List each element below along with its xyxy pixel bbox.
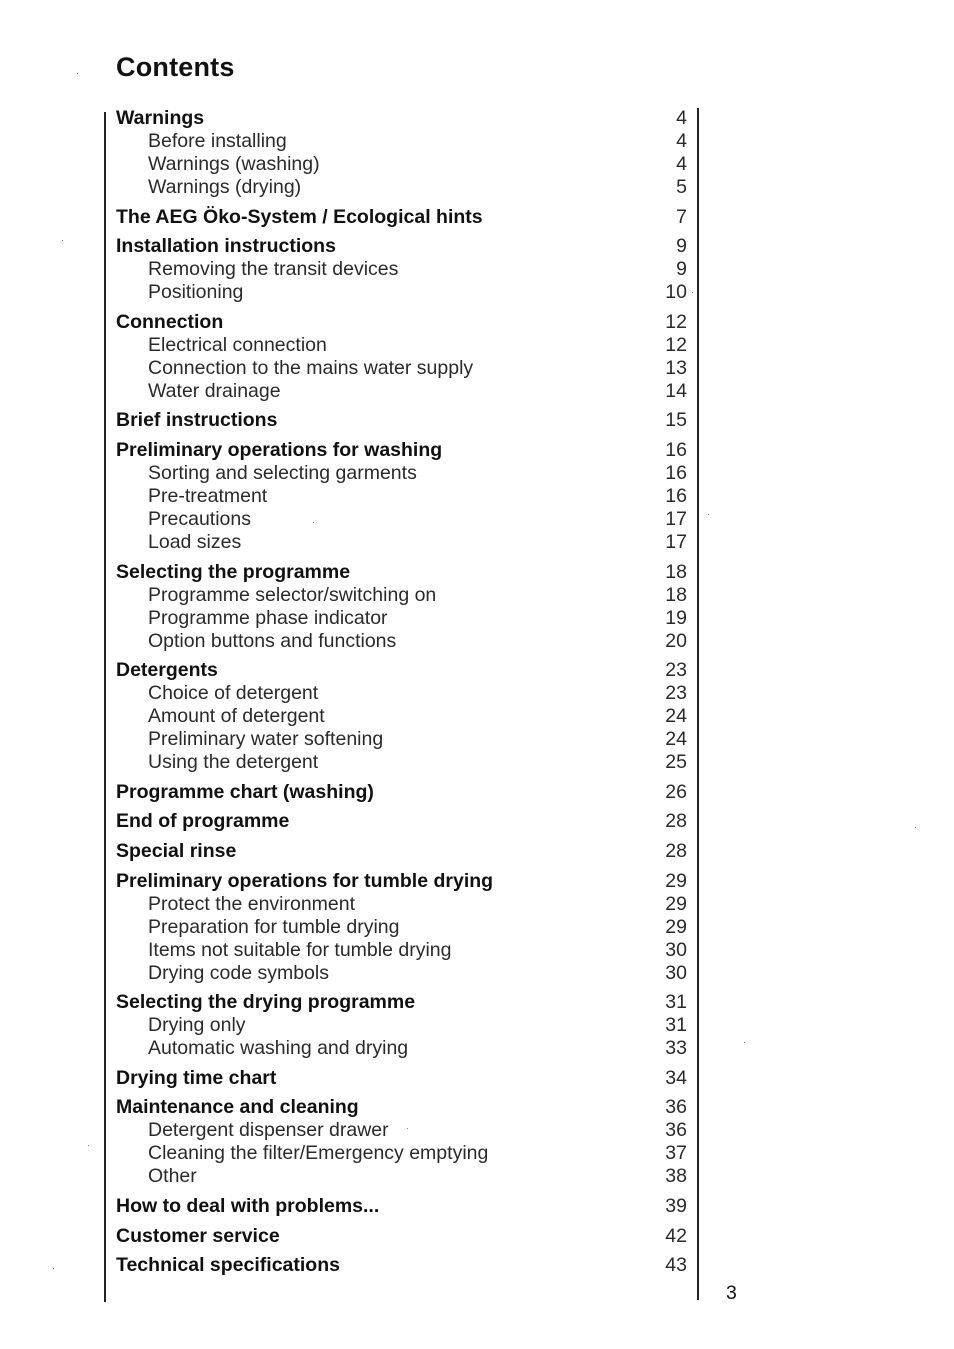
toc-entry <box>116 960 690 983</box>
toc-section-heading <box>116 407 690 430</box>
section-title: Installation instructions <box>116 235 336 258</box>
section-title: How to deal with problems... <box>116 1194 380 1217</box>
entry-page-number: 36 <box>665 1119 687 1142</box>
toc-entry <box>116 174 690 197</box>
entry-page-number: 19 <box>665 606 687 629</box>
toc-entry <box>116 749 690 772</box>
entry-title: Programme phase indicator <box>148 606 388 629</box>
toc-section-heading <box>116 105 690 128</box>
section-page-number: 28 <box>665 810 687 833</box>
entry-title: Automatic washing and drying <box>148 1037 409 1060</box>
section-page-number: 26 <box>665 780 687 803</box>
toc-entry <box>116 460 690 483</box>
toc-section-heading <box>116 838 690 861</box>
entry-title: Option buttons and functions <box>148 629 397 652</box>
toc-section-heading <box>116 1094 690 1117</box>
section-page-number: 43 <box>665 1254 687 1277</box>
entry-page-number: 33 <box>665 1037 687 1060</box>
entry-page-number: 10 <box>665 281 687 304</box>
toc-section-heading <box>116 559 690 582</box>
scan-speck <box>313 522 314 523</box>
scan-speck <box>53 1268 54 1269</box>
entry-page-number: 4 <box>676 130 687 152</box>
entry-page-number: 17 <box>665 507 687 530</box>
entry-title: Preparation for tumble drying <box>148 915 400 938</box>
toc-entry <box>116 605 690 628</box>
scan-speck <box>88 1145 89 1146</box>
entry-title: Programme selector/switching on <box>148 583 437 606</box>
toc-section-heading <box>116 309 690 332</box>
toc-entry <box>116 1117 690 1140</box>
entry-page-number: 4 <box>676 153 687 175</box>
toc-section-heading <box>116 657 690 680</box>
entry-page-number: 18 <box>665 583 687 606</box>
section-title: Special rinse <box>116 839 237 862</box>
entry-page-number: 37 <box>665 1142 687 1165</box>
toc-entry <box>116 378 690 401</box>
entry-page-number: 23 <box>665 682 687 705</box>
entry-page-number: 30 <box>665 938 687 961</box>
entry-title: Sorting and selecting garments <box>148 461 417 484</box>
section-title: Programme chart (washing) <box>116 780 374 803</box>
toc-entry <box>116 256 690 279</box>
toc-entry <box>116 726 690 749</box>
section-page-number: 16 <box>665 438 687 461</box>
toc-entry <box>116 151 690 174</box>
entry-title: Other <box>148 1165 197 1188</box>
page-number: 3 <box>726 1282 737 1304</box>
section-page-number: 31 <box>665 991 687 1014</box>
entry-page-number: 20 <box>665 629 687 652</box>
entry-title: Before installing <box>148 130 287 152</box>
entry-title: Drying code symbols <box>148 961 329 984</box>
toc-section-heading <box>116 437 690 460</box>
page-title: Contents <box>116 52 235 82</box>
scan-speck <box>915 827 916 828</box>
scan-speck <box>62 240 63 241</box>
section-title: Connection <box>116 310 224 333</box>
toc-entry <box>116 506 690 529</box>
entry-page-number: 29 <box>665 892 687 915</box>
toc-section-heading <box>116 1193 690 1216</box>
toc-entry <box>116 128 690 151</box>
section-title: Selecting the drying programme <box>116 991 416 1014</box>
section-page-number: 23 <box>665 659 687 682</box>
section-title: Warnings <box>116 107 205 129</box>
section-page-number: 4 <box>676 107 687 129</box>
scan-speck <box>744 1042 745 1043</box>
section-title: Preliminary operations for tumble drying <box>116 869 494 892</box>
entry-title: Warnings (drying) <box>148 176 302 198</box>
scan-speck <box>77 73 78 74</box>
right-margin-rule <box>697 108 699 1300</box>
entry-page-number: 9 <box>676 258 687 281</box>
entry-page-number: 13 <box>665 356 687 379</box>
toc-entry <box>116 628 690 651</box>
entry-title: Preliminary water softening <box>148 728 384 751</box>
section-page-number: 28 <box>665 839 687 862</box>
scan-speck <box>692 292 693 293</box>
entry-title: Warnings (washing) <box>148 153 320 175</box>
section-title: Drying time chart <box>116 1066 277 1089</box>
section-page-number: 12 <box>665 310 687 333</box>
toc-entry <box>116 529 690 552</box>
section-page-number: 9 <box>676 235 687 258</box>
entry-page-number: 25 <box>665 751 687 774</box>
section-title: Customer service <box>116 1224 280 1247</box>
toc-entry <box>116 680 690 703</box>
toc-entry <box>116 914 690 937</box>
toc-entry <box>116 1012 690 1035</box>
entry-page-number: 31 <box>665 1014 687 1037</box>
table-of-contents <box>116 105 690 1275</box>
entry-title: Load sizes <box>148 530 242 553</box>
toc-entry <box>116 582 690 605</box>
toc-entry <box>116 937 690 960</box>
entry-title: Pre-treatment <box>148 484 268 507</box>
section-page-number: 18 <box>665 560 687 583</box>
entry-page-number: 14 <box>665 379 687 402</box>
entry-title: Positioning <box>148 281 244 304</box>
left-margin-rule <box>104 112 106 1302</box>
toc-entry <box>116 1163 690 1186</box>
toc-entry <box>116 355 690 378</box>
entry-title: Drying only <box>148 1014 246 1037</box>
section-spacer <box>116 1186 690 1193</box>
section-title: Maintenance and cleaning <box>116 1096 359 1119</box>
entry-title: Detergent dispenser drawer <box>148 1119 389 1142</box>
entry-title: Items not suitable for tumble drying <box>148 938 452 961</box>
toc-entry <box>116 891 690 914</box>
section-title: Brief instructions <box>116 409 278 432</box>
section-page-number: 29 <box>665 869 687 892</box>
section-page-number: 42 <box>665 1224 687 1247</box>
entry-page-number: 24 <box>665 728 687 751</box>
section-title: The AEG Öko-System / Ecological hints <box>116 205 483 228</box>
entry-title: Protect the environment <box>148 892 356 915</box>
entry-title: Cleaning the filter/Emergency emptying <box>148 1142 489 1165</box>
section-page-number: 36 <box>665 1096 687 1119</box>
toc-section-heading <box>116 1223 690 1246</box>
entry-page-number: 5 <box>676 176 687 198</box>
toc-section-heading <box>116 779 690 802</box>
entry-page-number: 30 <box>665 961 687 984</box>
section-title: End of programme <box>116 810 290 833</box>
entry-title: Connection to the mains water supply <box>148 356 474 379</box>
toc-section-heading <box>116 868 690 891</box>
toc-entry <box>116 703 690 726</box>
entry-title: Precautions <box>148 507 251 530</box>
section-title: Detergents <box>116 659 218 682</box>
entry-title: Amount of detergent <box>148 705 325 728</box>
toc-section-heading <box>116 204 690 227</box>
section-page-number: 39 <box>665 1194 687 1217</box>
toc-entry <box>116 1035 690 1058</box>
entry-page-number: 24 <box>665 705 687 728</box>
section-title: Selecting the programme <box>116 560 351 583</box>
section-page-number: 34 <box>665 1066 687 1089</box>
entry-page-number: 17 <box>665 530 687 553</box>
section-title: Technical specifications <box>116 1254 340 1277</box>
entry-page-number: 38 <box>665 1165 687 1188</box>
entry-title: Electrical connection <box>148 333 327 356</box>
section-page-number: 15 <box>665 409 687 432</box>
section-page-number: 7 <box>676 205 687 228</box>
entry-page-number: 16 <box>665 484 687 507</box>
entry-page-number: 16 <box>665 461 687 484</box>
entry-title: Choice of detergent <box>148 682 319 705</box>
toc-section-heading <box>116 989 690 1012</box>
entry-title: Removing the transit devices <box>148 258 399 281</box>
toc-section-heading <box>116 1252 690 1275</box>
toc-section-heading <box>116 808 690 831</box>
section-title: Preliminary operations for washing <box>116 438 443 461</box>
entry-page-number: 29 <box>665 915 687 938</box>
toc-entry <box>116 332 690 355</box>
toc-entry <box>116 483 690 506</box>
toc-section-heading <box>116 233 690 256</box>
scan-speck <box>708 514 709 515</box>
toc-entry <box>116 1140 690 1163</box>
toc-entry <box>116 279 690 302</box>
entry-title: Using the detergent <box>148 751 319 774</box>
toc-section-heading <box>116 1065 690 1088</box>
scan-speck <box>407 1128 408 1129</box>
entry-page-number: 12 <box>665 333 687 356</box>
entry-title: Water drainage <box>148 379 281 402</box>
